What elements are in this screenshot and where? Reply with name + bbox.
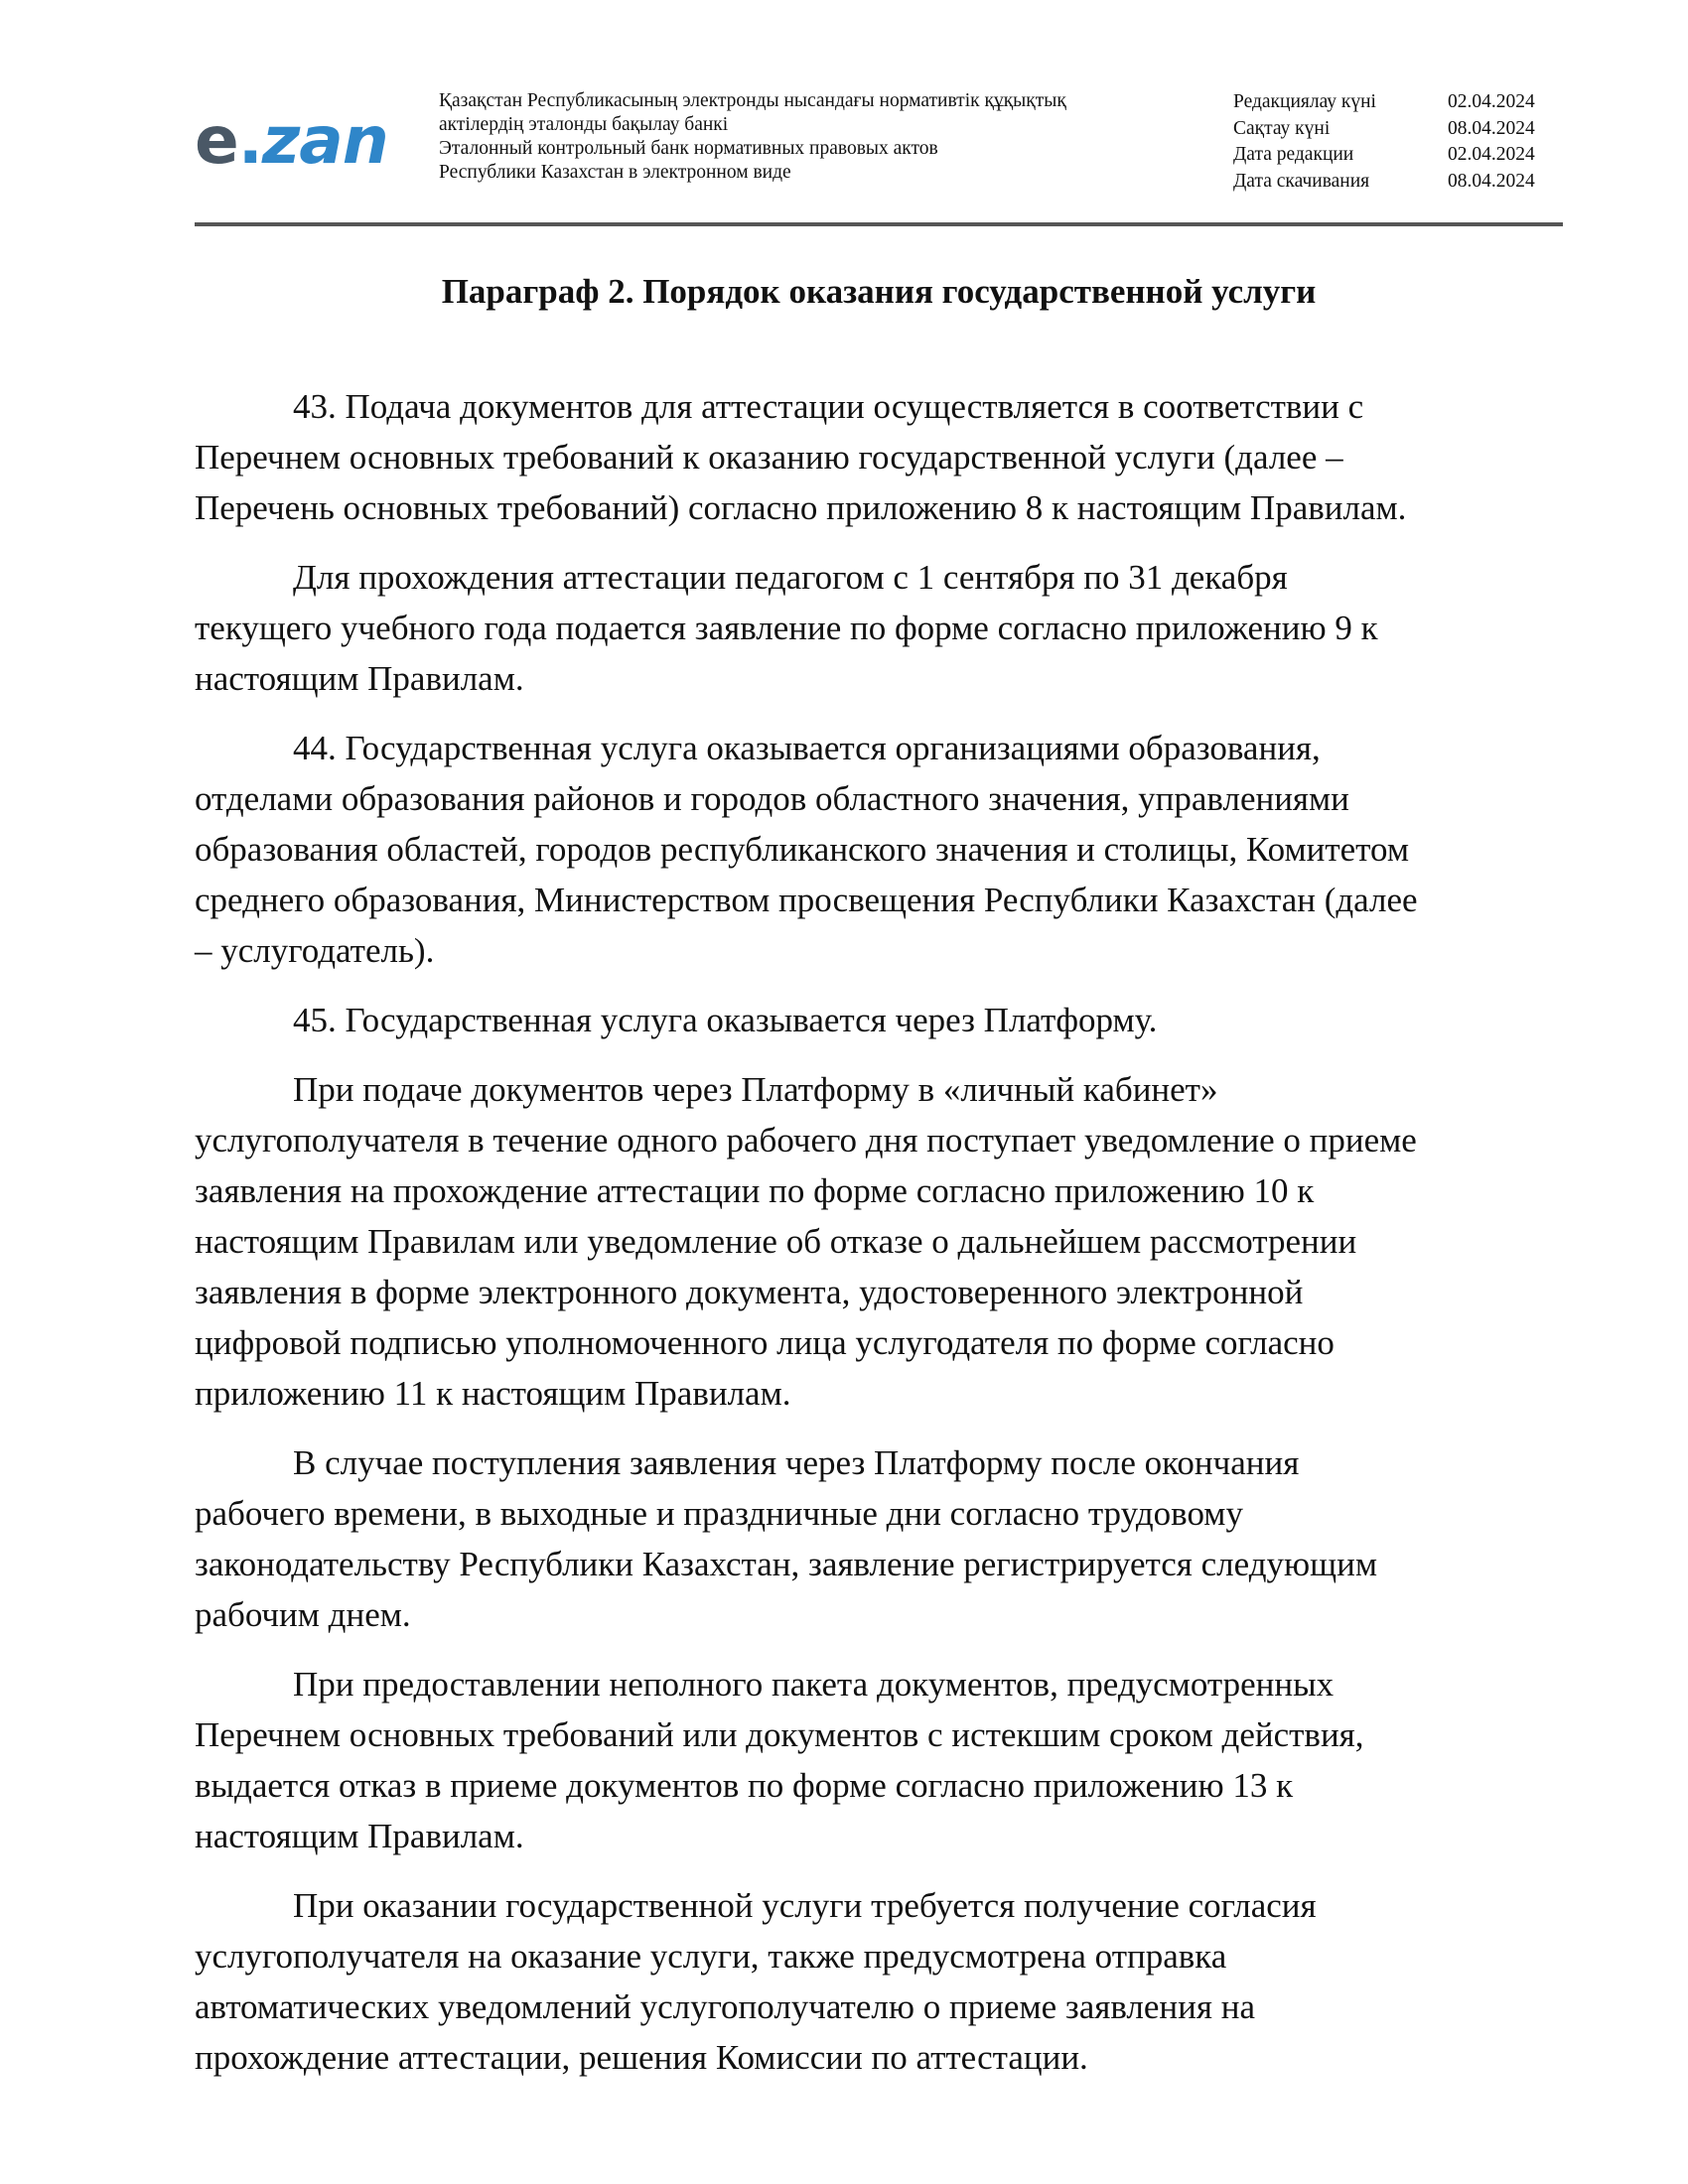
org-line: Республики Казахстан в электронном виде [439,162,791,183]
section-title: Параграф 2. Порядок оказания государственной услуги [441,272,1317,311]
logo-dot: . [237,102,262,179]
paragraph-line: 43. Подача документов для аттестации осуществляется в соответствии с [293,387,1364,426]
date-value: 08.04.2024 [1448,117,1535,139]
date-row-edit-kz [1233,89,1557,116]
logo-e: e [195,102,238,179]
paragraph [195,381,1563,533]
paragraph-line: законодательству Республики Казахстан, заявление регистрируется следующим [195,1545,1377,1583]
dates-table [1233,89,1557,195]
paragraph-line: среднего образования, Министерством просвещения Республики Казахстан (далее [195,881,1418,919]
paragraph [195,1659,1563,1861]
date-label: Дата редакции [1233,144,1354,165]
paragraph-line: приложению 11 к настоящим Правилам. [195,1374,791,1413]
date-row-edit-ru [1233,142,1557,169]
paragraph-line: Для прохождения аттестации педагогом с 1 сентября по 31 декабря [293,558,1288,597]
paragraph-list [195,381,1563,2083]
paragraph-line: рабочим днем. [195,1595,411,1634]
date-label: Редакциялау күні [1233,91,1376,112]
ezan-logo [195,99,388,183]
date-value: 02.04.2024 [1448,91,1535,112]
paragraph-line: прохождение аттестации, решения Комиссии по аттестации. [195,2038,1088,2077]
paragraph-line: текущего учебного года подается заявление по форме согласно приложению 9 к [195,609,1378,647]
paragraph-line: 44. Государственная услуга оказывается организациями образования, [293,729,1321,767]
org-line: Эталонный контрольный банк нормативных правовых актов [439,138,938,159]
paragraph-line: заявления на прохождение аттестации по форме согласно приложению 10 к [195,1171,1315,1210]
paragraph-line: При подаче документов через Платформу в «личный кабинет» [293,1070,1218,1109]
paragraph-line: Перечнем основных требований или документов с истекшим сроком действия, [195,1715,1364,1754]
date-label: Сақтау күні [1233,117,1331,139]
paragraph-line: настоящим Правилам. [195,1817,524,1855]
paragraph-line: Перечнем основных требований к оказанию государственной услуги (далее – [195,438,1343,477]
paragraph-line: цифровой подписью уполномоченного лица услугодателя по форме согласно [195,1323,1335,1362]
date-value: 08.04.2024 [1448,170,1535,192]
paragraph-line: автоматических уведомлений услугополучателю о приеме заявления на [195,1987,1255,2026]
paragraph-line: заявления в форме электронного документа, удостоверенного электронной [195,1273,1304,1311]
paragraph-line: выдается отказ в приеме документов по форме согласно приложению 13 к [195,1766,1294,1805]
paragraph-line: При оказании государственной услуги требуется получение согласия [293,1886,1317,1925]
paragraph-line: услугополучателя в течение одного рабочего дня поступает уведомление о приеме [195,1121,1417,1160]
org-line: актілердің эталонды бақылау банкі [439,114,729,135]
paragraph [195,1437,1563,1640]
header-divider [195,222,1563,226]
paragraph-line: В случае поступления заявления через Платформу после окончания [293,1443,1300,1482]
paragraph [195,995,1563,1045]
paragraph-line: образования областей, городов республиканского значения и столицы, Комитетом [195,830,1409,869]
paragraph-line: настоящим Правилам или уведомление об отказе о дальнейшем рассмотрении [195,1222,1357,1261]
paragraph [195,723,1563,976]
page-header [195,85,1565,224]
paragraph-line: – услугодатель). [195,931,435,970]
paragraph [195,552,1563,704]
paragraph-line: Перечень основных требований) согласно приложению 8 к настоящим Правилам. [195,488,1407,527]
paragraph-line: При предоставлении неполного пакета документов, предусмотренных [293,1665,1335,1704]
paragraph-line: настоящим Правилам. [195,659,524,698]
date-row-save-kz [1233,116,1557,143]
org-line: Қазақстан Республикасының электронды нысандағы нормативтік құқықтық [439,90,1066,111]
date-value: 02.04.2024 [1448,144,1535,165]
paragraph [195,1880,1563,2083]
paragraph-line: 45. Государственная услуга оказывается через Платформу. [293,1001,1158,1039]
bank-description [439,89,1194,185]
date-label: Дата скачивания [1233,170,1370,192]
document-body [195,270,1563,2102]
logo-zan: zan [261,102,388,179]
paragraph-line: рабочего времени, в выходные и праздничные дни согласно трудовому [195,1494,1243,1533]
paragraph-line: услугополучателя на оказание услуги, также предусмотрена отправка [195,1937,1227,1976]
paragraph [195,1064,1563,1419]
paragraph-line: отделами образования районов и городов областного значения, управлениями [195,779,1349,818]
date-row-download-ru [1233,169,1557,196]
